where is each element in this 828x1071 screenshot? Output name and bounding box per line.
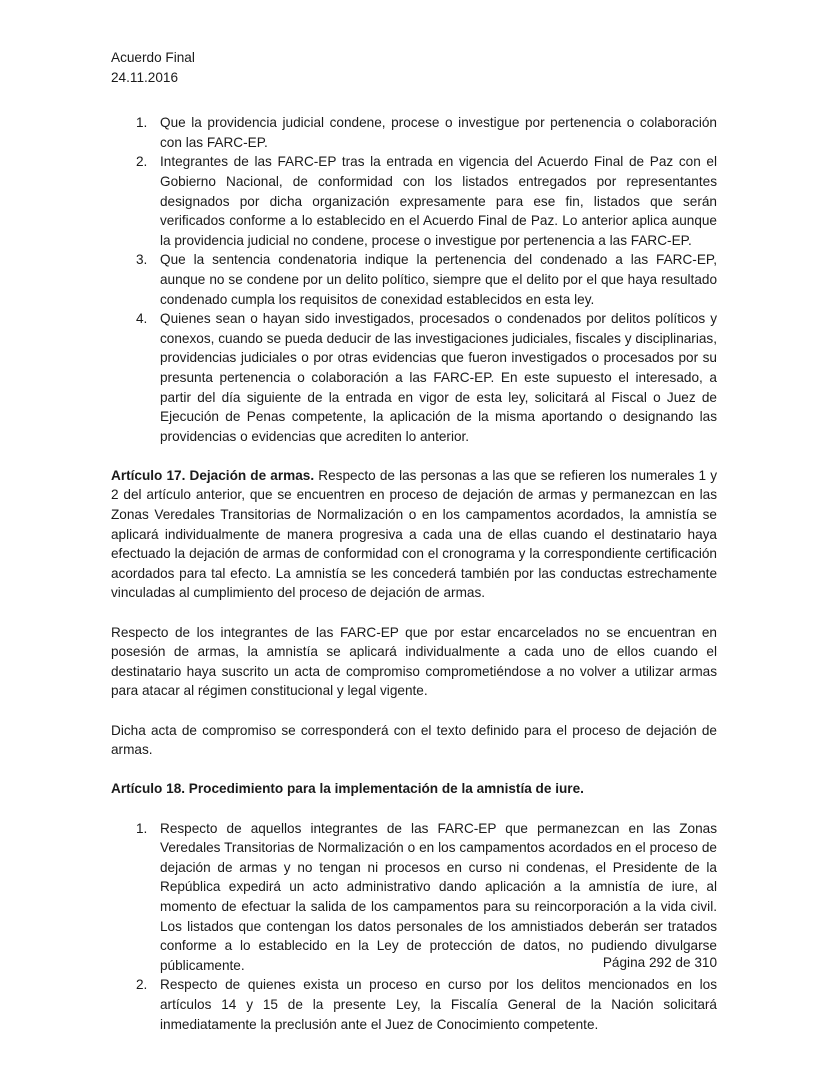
list-item-text: Que la sentencia condenatoria indique la pertenencia del condenado a las FARC-EP, aunque no se condene por un delito político, siempre que el delito por el que haya resultado condenado cumpla los requisitos de conexidad establecidos en esta ley. xyxy=(160,252,717,307)
document-date: 24.11.2016 xyxy=(111,69,179,85)
list-number: 1. xyxy=(136,820,148,836)
procedure-list xyxy=(111,819,717,1035)
list-item-text: Que la providencia judicial condene, procese o investigue por pertenencia o colaboración con las FARC-EP. xyxy=(160,115,717,150)
article-17-paragraph-2: Respecto de los integrantes de las FARC-EP que por estar encarcelados no se encuentran en posesión de armas, la amnistía se aplicará individualmente a cada uno de ellos cuando el destinatario haya suscrito un acta de compromiso comprometiéndose a no volver a utilizar armas para atacar al régimen constitucional y legal vigente. xyxy=(111,624,717,699)
list-item-text: Integrantes de las FARC-EP tras la entrada en vigencia del Acuerdo Final de Paz con el Gobierno Nacional, de conformidad con los listados entregados por representantes designados por dicha organización expresamente para ese fin, listados que serán verificados conforme a lo establecido en el Acuerdo Final de Paz. Lo anterior aplica aunque la providencia judicial no condene, procese o investigue por pertenencia a las FARC-EP. xyxy=(160,154,717,248)
page-number: Página 292 de 310 xyxy=(602,955,717,970)
list-number: 2. xyxy=(136,154,148,170)
article-17-title: Artículo 17. Dejación de armas. xyxy=(111,467,315,483)
list-item xyxy=(136,250,717,309)
article-17-body: Respecto de las personas a las que se refieren los numerales 1 y 2 del artículo anterior, que se encuentren en proceso de dejación de armas y permanezcan en las Zonas Veredales Transitorias de Normalización o en los campamentos acordados, la amnistía se aplicará individualmente de manera progresiva a cada una de ellas cuando el destinatario haya efectuado la dejación de armas de conformidad con el cronograma y la correspondiente certificación acordados para tal efecto. La amnistía se les concederá también por las conductas estrechamente vinculadas al cumplimiento del proceso de dejación de armas. xyxy=(111,467,718,601)
list-item xyxy=(136,152,717,250)
list-number: 4. xyxy=(136,311,148,327)
list-number: 3. xyxy=(136,252,148,268)
list-number: 1. xyxy=(136,115,148,131)
list-item xyxy=(136,113,717,152)
article-17-paragraph-3: Dicha acta de compromiso se corresponderá con el texto definido para el proceso de dejación de armas. xyxy=(111,722,717,758)
list-item xyxy=(136,975,717,1034)
article-18-title: Artículo 18. Procedimiento para la implementación de la amnistía de iure. xyxy=(111,781,584,797)
document-page xyxy=(111,48,717,1034)
list-number: 2. xyxy=(136,977,148,993)
list-item-text: Respecto de quienes exista un proceso en curso por los delitos mencionados en los artículos 14 y 15 de la presente Ley, la Fiscalía General de la Nación solicitará inmediatamente la preclusión ante el Juez de Conocimiento competente. xyxy=(160,977,717,1032)
list-item-text: Quienes sean o hayan sido investigados, procesados o condenados por delitos políticos y conexos, cuando se pueda deducir de las investigaciones judiciales, fiscales y disciplinarias, providencias judiciales o por otras evidencias que fueron investigados o procesados por su presunta pertenencia o colaboración a las FARC-EP. En este supuesto el interesado, a partir del día siguiente de la entrada en vigor de esta ley, solicitará al Fiscal o Juez de Ejecución de Penas competente, la aplicación de la misma aportando o designando las providencias o evidencias que acrediten lo anterior. xyxy=(160,311,717,444)
list-item xyxy=(136,819,717,976)
conditions-list xyxy=(111,113,717,446)
list-item xyxy=(136,309,717,446)
document-title: Acuerdo Final xyxy=(111,50,195,65)
list-item-text: Respecto de aquellos integrantes de las FARC-EP que permanezcan en las Zonas Veredales Transitorias de Normalización o en los campamentos acordados en el proceso de dejación de armas y no tengan ni procesos en curso ni condenas, el Presidente de la República expedirá un acto administrativo dando aplicación a la amnistía de iure, al momento de efectuar la salida de los campamentos para su reincorporación a la vida civil. Los listados que contengan los datos personales de los amnistiados deberán ser tratados conforme a lo establecido en la Ley de protección de datos, no pudiendo divulgarse públicamente. xyxy=(160,820,717,973)
article-17-paragraph xyxy=(111,466,717,603)
page-header xyxy=(111,48,717,87)
